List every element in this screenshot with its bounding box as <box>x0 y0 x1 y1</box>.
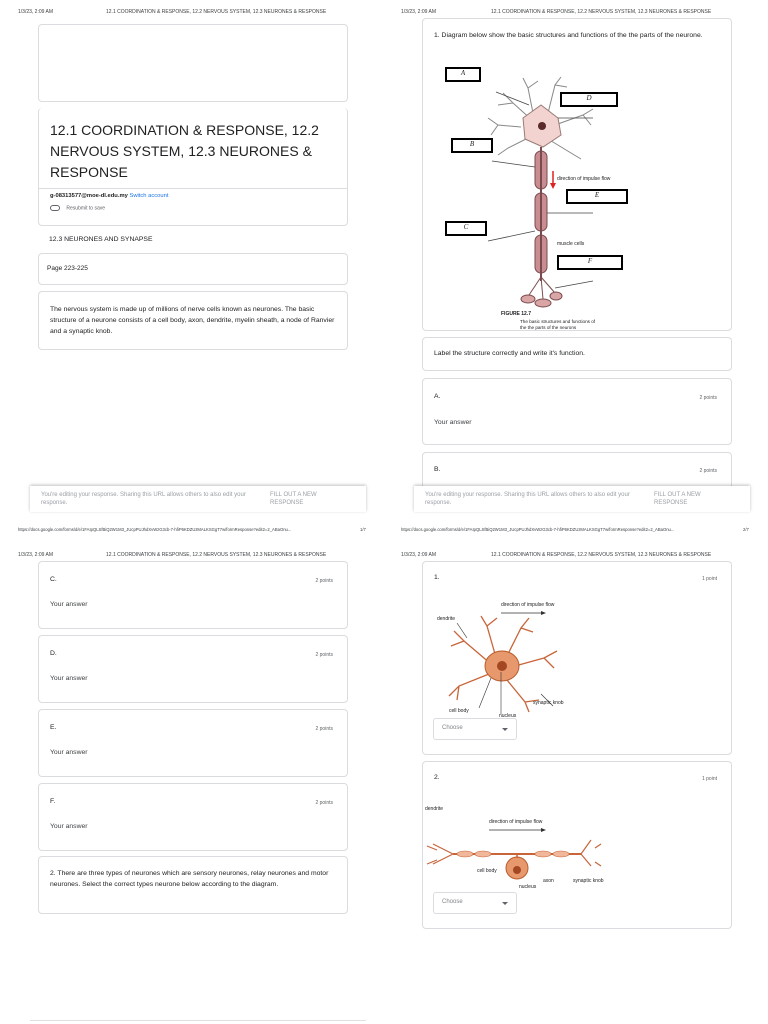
select-value: Choose <box>442 899 463 905</box>
label-box-d: D <box>560 92 618 107</box>
select-value: Choose <box>442 725 463 731</box>
resubmit-status <box>50 205 105 211</box>
question-card-f <box>38 783 348 851</box>
cell-body-label: cell body <box>449 708 469 714</box>
print-page-2 <box>384 0 768 532</box>
fill-new-response-button[interactable]: FILL OUT A NEW RESPONSE <box>270 492 317 506</box>
edit-notice-text: You're editing your response. Sharing this URL allows others to also edit your response. <box>425 492 630 506</box>
page-ref: Page 223-225 <box>47 265 88 272</box>
account-email: g-08313577@moe-dl.edu.my <box>50 193 128 199</box>
direction-label: direction of impulse flow <box>489 819 543 825</box>
figure-caption: The basic structures and functions of the the parts of the neurons <box>520 319 596 330</box>
section-title: 12.3 NEURONES AND SYNAPSE <box>49 236 153 243</box>
intro-text: The nervous system is made up of millions of nerve cells known as neurones. The basic structure of a neurone consists of a cell body, axon, dendrite, myelin sheath, a node of Ranvier and a synaptic knob. <box>50 306 335 335</box>
print-date: 1/3/23, 2:09 AM <box>18 552 54 558</box>
types-question-text: 2. There are three types of neurones which are sensory neurones, relay neurones and motor neurones. Select the correct types neurone below according to the diagram. <box>50 870 329 888</box>
neurone-image-1 <box>429 596 599 719</box>
cell-body-label: cell body <box>477 868 497 874</box>
print-doc-title: 12.1 COORDINATION & RESPONSE, 12.2 NERVOUS SYSTEM, 12.3 NEURONES & RESPONSE <box>491 552 712 558</box>
print-url: https://docs.google.com/forms/d/e/1FAIpQLSfBiQ2W1M3_JUcpPUJhdXvWzG3cb-7-hfiP6KDZUzMALKSGgT7w/formResponse?edit2=2_ABaOnu... <box>18 527 292 532</box>
neurone-type-select-2[interactable] <box>433 892 517 914</box>
question-points: 2 points <box>699 395 717 401</box>
instruction-card <box>422 337 732 371</box>
question-points: 2 points <box>315 726 333 732</box>
direction-label: direction of impulse flow <box>501 602 555 608</box>
label-box-a: A <box>445 67 481 82</box>
form-title-card <box>38 108 348 226</box>
answer-input-a[interactable]: Your answer <box>434 419 472 426</box>
print-doc-title: 12.1 COORDINATION & RESPONSE, 12.2 NERVOUS SYSTEM, 12.3 NEURONES & RESPONSE <box>491 9 712 15</box>
dendrite-label: dendrite <box>437 616 456 622</box>
question-label-a: A. <box>434 393 441 400</box>
switch-account-link[interactable]: Switch account <box>129 193 169 199</box>
print-page-4 <box>384 548 768 1024</box>
chevron-down-icon <box>502 902 508 905</box>
question-label-e: E. <box>50 724 57 731</box>
types-question-card <box>38 856 348 914</box>
question-points: 2 points <box>315 652 333 658</box>
answer-input-e[interactable]: Your answer <box>50 749 88 756</box>
synaptic-knob-label: synaptic knob <box>533 700 564 706</box>
neurone-type-select-1[interactable] <box>433 718 517 740</box>
label-box-c: C <box>445 221 487 236</box>
nucleus <box>497 661 507 671</box>
print-date: 1/3/23, 2:09 AM <box>18 9 54 15</box>
nucleus-label: nucleus <box>499 713 517 719</box>
diagram-question: 1. Diagram below show the basic structures and functions of the the parts of the neurone. <box>434 32 703 39</box>
label-box-f: F <box>557 255 623 270</box>
axon-label: axon <box>543 878 554 884</box>
question-number: 2. <box>434 774 440 781</box>
print-date: 1/3/23, 2:09 AM <box>401 552 437 558</box>
muscle-label: muscle cells <box>557 241 585 247</box>
question-card-a <box>422 378 732 445</box>
fill-new-response-button[interactable]: FILL OUT A NEW RESPONSE <box>654 492 701 506</box>
print-page-1 <box>0 0 384 532</box>
account-line <box>50 193 168 199</box>
question-label-b: B. <box>434 466 441 473</box>
question-points: 2 points <box>699 468 717 474</box>
answer-input-f[interactable]: Your answer <box>50 823 88 830</box>
print-page-number: 1/7 <box>360 527 366 532</box>
synaptic-knob-label: synaptic knob <box>573 878 604 884</box>
question-number: 1. <box>434 574 440 581</box>
instruction-text: Label the structure correctly and write it's function. <box>434 350 585 357</box>
nucleus <box>513 866 521 874</box>
label-box-e: E <box>566 189 628 204</box>
edit-notice-banner <box>414 486 750 512</box>
question-label-c: C. <box>50 576 57 583</box>
edit-notice-text: You're editing your response. Sharing this URL allows others to also edit your response. <box>41 492 246 506</box>
question-points: 2 points <box>315 578 333 584</box>
page-bottom-divider <box>30 1020 366 1021</box>
divider <box>39 188 347 189</box>
nucleus <box>538 122 546 130</box>
label-box-b: B <box>451 138 493 153</box>
nucleus-label: nucleus <box>519 884 537 890</box>
question-card-d <box>38 635 348 703</box>
question-points: 1 point <box>701 776 717 782</box>
neurone-image-2 <box>423 800 613 890</box>
print-date: 1/3/23, 2:09 AM <box>401 9 437 15</box>
resubmit-text: Resubmit to save <box>66 205 106 212</box>
answer-input-c[interactable]: Your answer <box>50 601 88 608</box>
neurone-type-question-2 <box>422 761 732 929</box>
question-card-e <box>38 709 348 777</box>
print-page-3 <box>0 548 384 1024</box>
chevron-down-icon <box>502 728 508 731</box>
question-points: 2 points <box>315 800 333 806</box>
answer-input-d[interactable]: Your answer <box>50 675 88 682</box>
figure-caption-bold: FIGURE 12.7 <box>501 311 532 317</box>
direction-label: direction of impulse flow <box>557 176 611 182</box>
print-doc-title: 12.1 COORDINATION & RESPONSE, 12.2 NERVOUS SYSTEM, 12.3 NEURONES & RESPONSE <box>106 552 327 558</box>
edit-notice-banner <box>30 486 366 512</box>
question-label-f: F. <box>50 798 56 805</box>
form-header-banner <box>38 24 348 102</box>
question-points: 1 point <box>701 576 717 582</box>
impulse-arrowhead <box>550 183 556 189</box>
dendrite-label: dendrite <box>425 806 444 812</box>
question-label-d: D. <box>50 650 57 657</box>
neurone-type-question-1 <box>422 561 732 755</box>
direction-arrowhead <box>541 828 546 832</box>
question-card-c <box>38 561 348 629</box>
page-ref-card <box>38 253 348 285</box>
intro-card <box>38 291 348 350</box>
cloud-icon <box>50 205 60 211</box>
form-title: 12.1 COORDINATION & RESPONSE, 12.2 NERVOUS SYSTEM, 12.3 NEURONES & RESPONSE <box>50 122 319 180</box>
diagram-question-card <box>422 18 732 331</box>
print-doc-title: 12.1 COORDINATION & RESPONSE, 12.2 NERVOUS SYSTEM, 12.3 NEURONES & RESPONSE <box>106 9 327 15</box>
synaptic-knobs <box>521 277 562 307</box>
print-url: https://docs.google.com/forms/d/e/1FAIpQLSfBiQ2W1M3_JUcpPUJhdXvWzG3cb-7-hfiP6KDZUzMALKSGgT7w/formResponse?edit2=2_ABaOnu... <box>401 527 675 532</box>
direction-arrowhead <box>541 611 546 615</box>
print-page-number: 2/7 <box>743 527 749 532</box>
